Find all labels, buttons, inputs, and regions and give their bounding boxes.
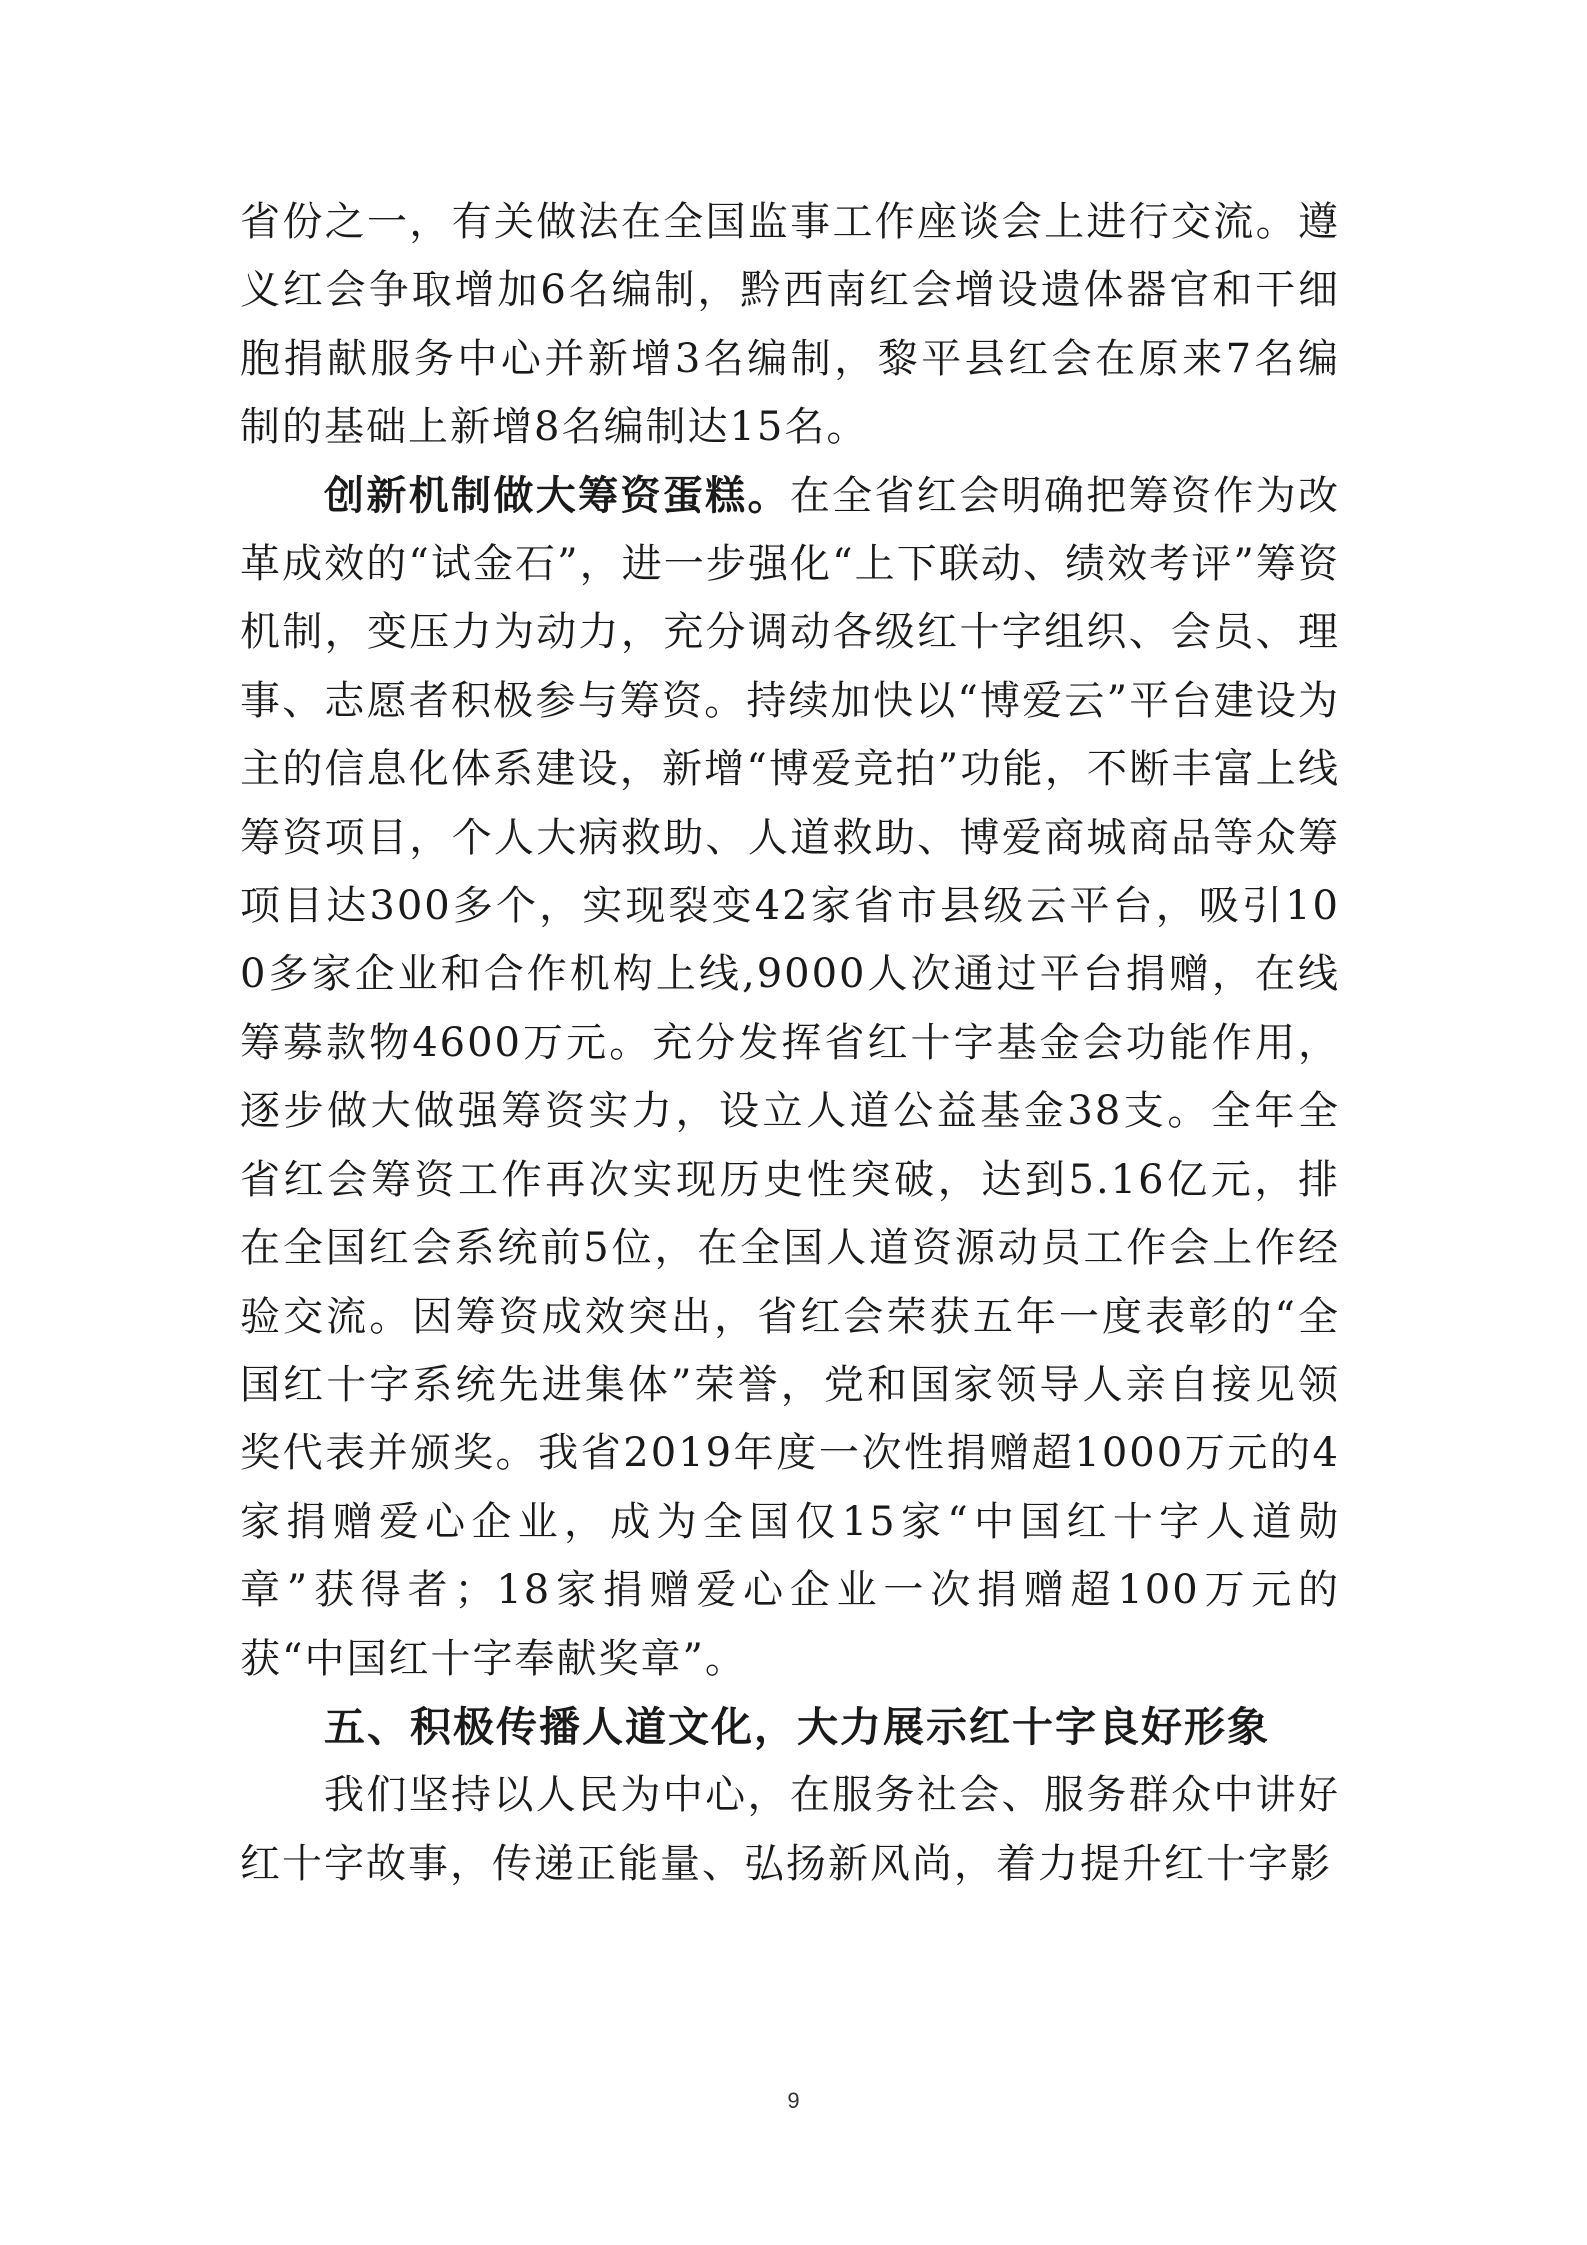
paragraph-culture: 我们坚持以人民为中心，在服务社会、服务群众中讲好红十字故事，传递正能量、弘扬新风尚，着力提升红十字影 [240,1772,1340,1887]
paragraph-lead-heading: 创新机制做大筹资蛋糕。 [324,471,790,519]
paragraph-fundraising [240,462,1340,1693]
page-content [240,188,1340,1898]
paragraph-body-text: 在全省红会明确把筹资作为改革成效的“试金石”，进一步强化“上下联动、绩效考评”筹资机制，变压力为动力，充分调动各级红十字组织、会员、理事、志愿者积极参与筹资。持续加快以“博爱云”平台建设为主的信息化体系建设，新增“博爱竞拍”功能，不断丰富上线筹资项目，个人大病救助、人道救助、博爱商城商品等众筹项目达300多个，实现裂变42家省市县级云平台，吸引100多家企业和合作机构上线,9000人次通过平台捐赠，在线筹募款物4600万元。充分发挥省红十字基金会功能作用，逐步做大做强筹资实力，设立人道公益基金38支。全年全省红会筹资工作再次实现历史性突破，达到5.16亿元，排在全国红会系统前5位，在全国人道资源动员工作会上作经验交流。因筹资成效突出，省红会荣获五年一度表彰的“全国红十字系统先进集体”荣誉，党和国家领导人亲自接见领奖代表并颁奖。我省2019年度一次性捐赠超1000万元的4家捐赠爱心企业，成为全国仅15家“中国红十字人道勋章”获得者；18家捐赠爱心企业一次捐赠超100万元的获“中国红十字奉献奖章”。 [240,472,1341,1682]
page-number: 9 [787,2088,800,2113]
section-heading-5: 五、积极传播人道文化，大力展示红十字良好形象 [324,1702,1270,1751]
paragraph-staffing: 省份之一，有关做法在全国监事工作座谈会上进行交流。遵义红会争取增加6名编制，黔西南红会增设遗体器官和干细胞捐献服务中心并新增3名编制，黎平县红会在原来7名编制的基础上新增8名编制达15名。 [240,199,1340,451]
